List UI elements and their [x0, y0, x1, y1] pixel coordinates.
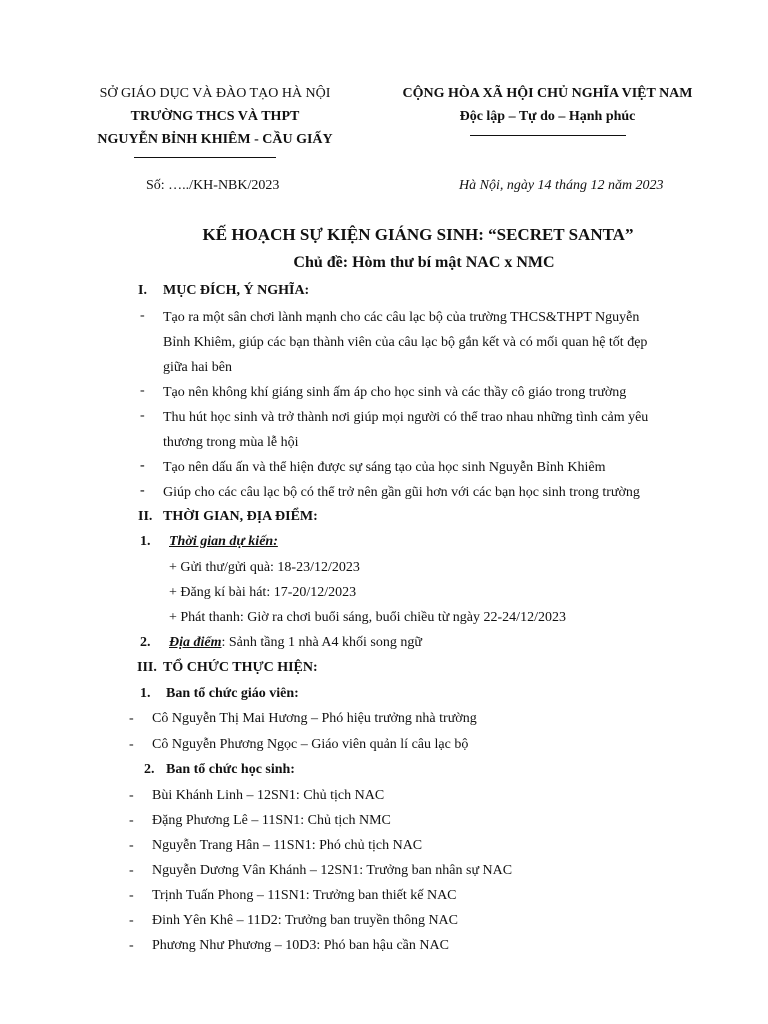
header-right-underline	[470, 135, 626, 136]
organizer-item: Nguyễn Trang Hân – 11SN1: Phó chủ tịch NAC	[152, 838, 423, 853]
schedule-item: + Gửi thư/gửi quà: 18-23/12/2023	[169, 560, 360, 575]
list-item	[163, 305, 647, 380]
list-item-line: Tạo nên không khí giáng sinh ấm áp cho học sinh và các thầy cô giáo trong trường	[163, 385, 627, 400]
bullet-dash: -	[129, 913, 134, 928]
organizer-item: Cô Nguyễn Phương Ngọc – Giáo viên quản lí câu lạc bộ	[152, 737, 469, 752]
bullet-dash: -	[129, 813, 134, 828]
national-motto: Độc lập – Tự do – Hạnh phúc	[459, 109, 636, 124]
bullet-dash: -	[140, 308, 145, 323]
bullet-dash: -	[140, 383, 145, 398]
section-number: III.	[137, 660, 157, 675]
subsection-number: 2.	[144, 762, 155, 777]
organizer-item: Trịnh Tuấn Phong – 11SN1: Trưởng ban thiết kế NAC	[152, 888, 457, 903]
subsection-number: 1.	[140, 686, 151, 701]
subsection-label: Thời gian dự kiến:	[169, 534, 278, 549]
bullet-dash: -	[140, 483, 145, 498]
location-value: : Sảnh tầng 1 nhà A4 khối song ngữ	[221, 635, 422, 650]
page-title: KẾ HOẠCH SỰ KIỆN GIÁNG SINH: “SECRET SANTA”	[202, 225, 634, 244]
list-item-line: Tạo ra một sân chơi lành mạnh cho các câu lạc bộ của trường THCS&THPT Nguyễn	[163, 310, 640, 325]
organizer-item: Bùi Khánh Linh – 12SN1: Chủ tịch NAC	[152, 788, 385, 803]
document-date: Hà Nội, ngày 14 tháng 12 năm 2023	[459, 178, 664, 193]
page-subtitle: Chủ đề: Hòm thư bí mật NAC x NMC	[293, 254, 555, 271]
section-heading: MỤC ĐÍCH, Ý NGHĨA:	[163, 283, 310, 298]
list-item-line: Thu hút học sinh và trở thành nơi giúp mọi người có thể trao nhau những tình cảm yêu	[163, 410, 649, 425]
list-item	[163, 455, 605, 480]
organizer-item: Phương Như Phương – 10D3: Phó ban hậu cần NAC	[152, 938, 449, 953]
department-name: SỞ GIÁO DỤC VÀ ĐÀO TẠO HÀ NỘI	[99, 86, 331, 101]
bullet-dash: -	[129, 938, 134, 953]
bullet-dash: -	[129, 737, 134, 752]
section-number: I.	[138, 283, 147, 298]
bullet-dash: -	[129, 711, 134, 726]
list-item-line: Bỉnh Khiêm, giúp các bạn thành viên của câu lạc bộ gắn kết và có mối quan hệ tốt đẹp	[163, 335, 648, 350]
list-item	[163, 480, 640, 505]
school-name-line1: TRƯỜNG THCS VÀ THPT	[130, 109, 300, 124]
document-number: Số: …../KH-NBK/2023	[146, 178, 280, 193]
list-item	[163, 405, 648, 455]
list-item-line: giữa hai bên	[163, 360, 233, 375]
section-heading: THỜI GIAN, ĐỊA ĐIỂM:	[163, 509, 318, 524]
bullet-dash: -	[129, 863, 134, 878]
schedule-item: + Đăng kí bài hát: 17-20/12/2023	[169, 585, 357, 600]
schedule-item: + Phát thanh: Giờ ra chơi buổi sáng, buổi chiều từ ngày 22-24/12/2023	[169, 610, 566, 625]
school-name-line2: NGUYỄN BỈNH KHIÊM - CẦU GIẤY	[97, 132, 333, 147]
subsection-label: Ban tổ chức giáo viên:	[166, 686, 299, 701]
header-left-underline	[134, 157, 276, 158]
bullet-dash: -	[140, 408, 145, 423]
list-item-line: thương trong mùa lễ hội	[163, 435, 299, 450]
organizer-item: Nguyễn Dương Vân Khánh – 12SN1: Trưởng ban nhân sự NAC	[152, 863, 513, 878]
list-item	[163, 380, 626, 405]
subsection-number: 1.	[140, 534, 151, 549]
list-item-line: Tạo nên dấu ấn và thể hiện được sự sáng tạo của học sinh Nguyễn Bỉnh Khiêm	[163, 460, 606, 475]
list-item-line: Giúp cho các câu lạc bộ có thể trở nên gần gũi hơn với các bạn học sinh trong trường	[163, 485, 640, 500]
bullet-dash: -	[129, 838, 134, 853]
location-line	[169, 635, 422, 651]
bullet-dash: -	[140, 458, 145, 473]
section-heading: TỔ CHỨC THỰC HIỆN:	[163, 660, 318, 675]
location-label: Địa điểm	[169, 635, 222, 650]
organizer-item: Đinh Yên Khê – 11D2: Trưởng ban truyền thông NAC	[152, 913, 458, 928]
section-number: II.	[138, 509, 153, 524]
organizer-item: Đặng Phương Lê – 11SN1: Chủ tịch NMC	[152, 813, 391, 828]
bullet-dash: -	[129, 788, 134, 803]
subsection-number: 2.	[140, 635, 151, 650]
organizer-item: Cô Nguyễn Thị Mai Hương – Phó hiệu trưởng nhà trường	[152, 711, 477, 726]
subsection-label: Ban tổ chức học sinh:	[166, 762, 295, 777]
bullet-dash: -	[129, 888, 134, 903]
national-title: CỘNG HÒA XÃ HỘI CHỦ NGHĨA VIỆT NAM	[402, 86, 693, 101]
